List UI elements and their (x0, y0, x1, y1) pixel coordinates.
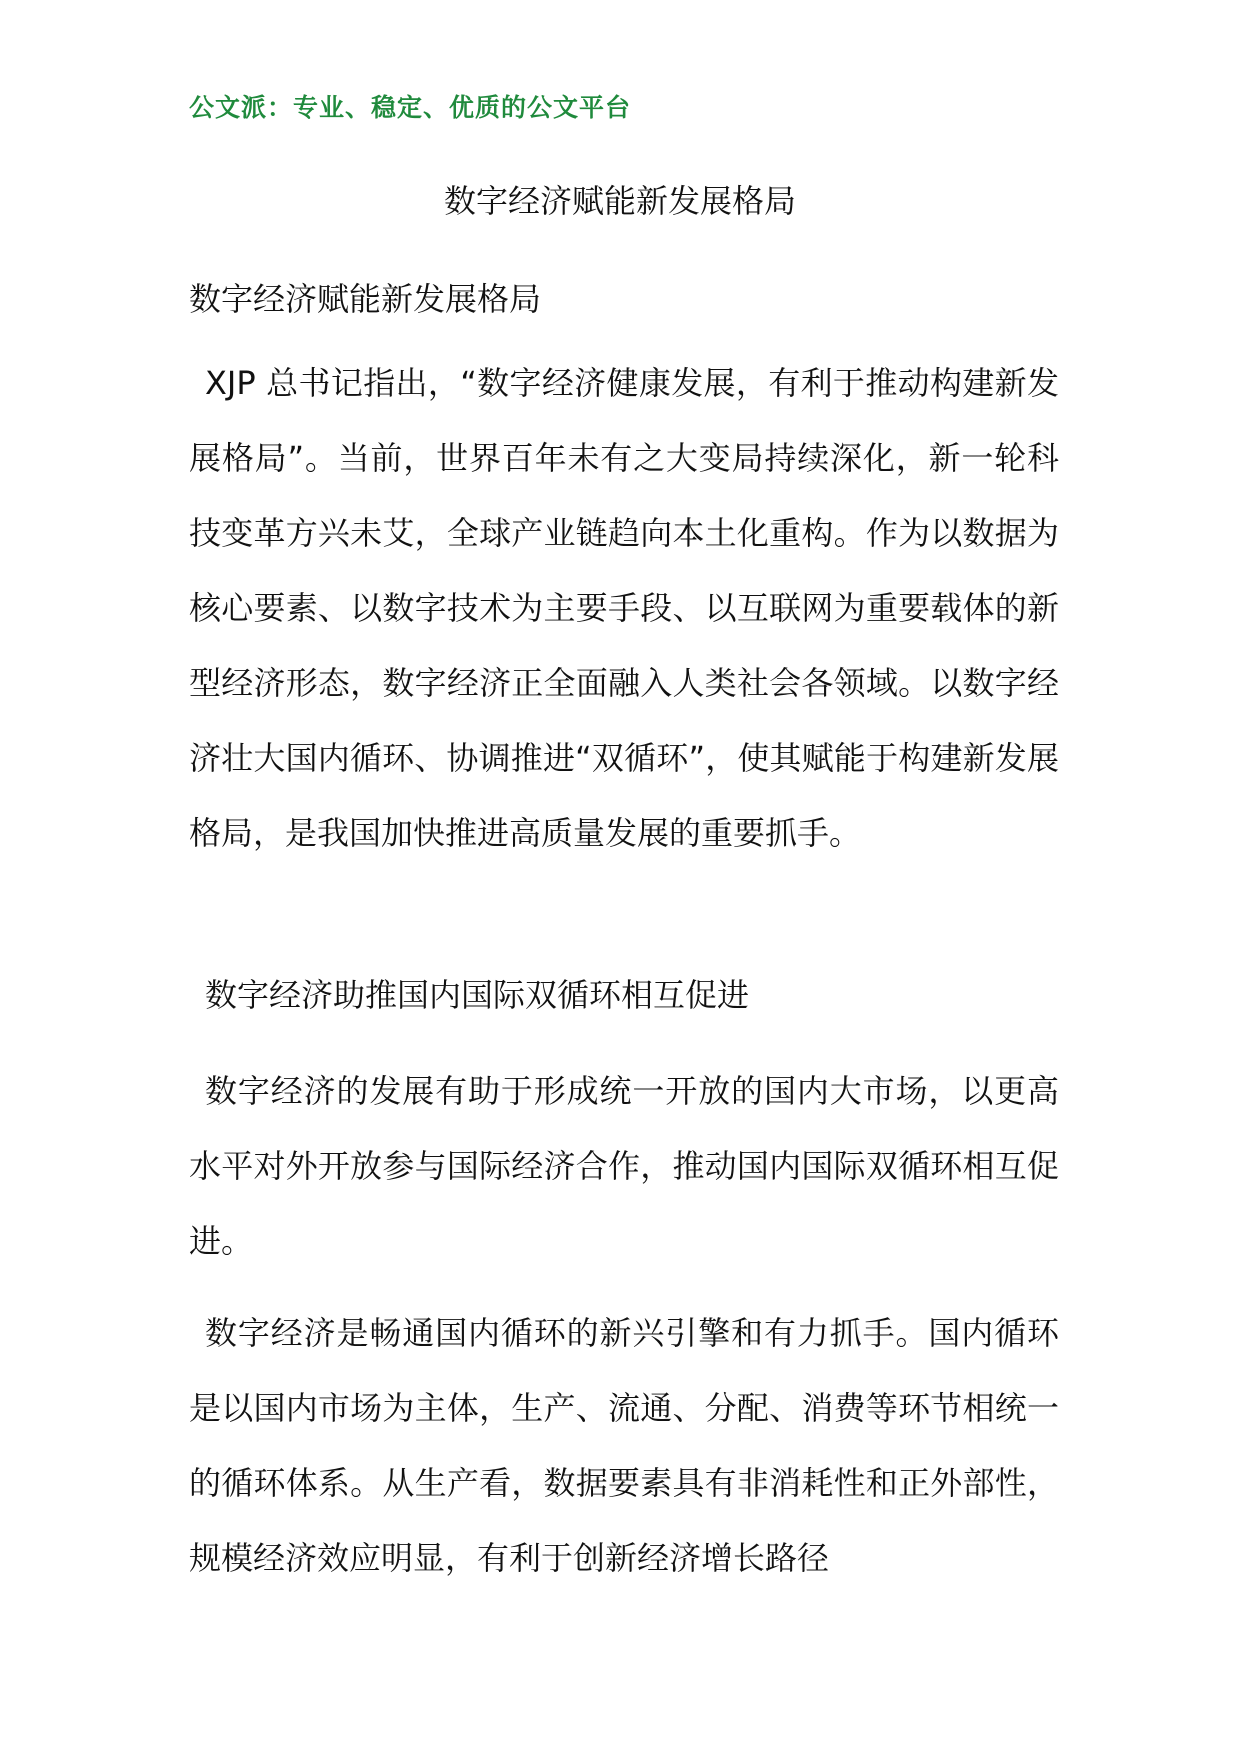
paragraph-1: XJP 总书记指出，“数字经济健康发展，有利于推动构建新发展格局”。当前，世界百年未有之大变局持续深化，新一轮科技变革方兴未艾，全球产业链趋向本土化重构。作为以数据为核心要素、以数字技术为主要手段、以互联网为重要载体的新型经济形态，数字经济正全面融入人类社会各领域。以数字经济壮大国内循环、协调推进“双循环”，使其赋能于构建新发展格局，是我国加快推进高质量发展的重要抓手。 (189, 364, 1059, 852)
document-title: 数字经济赋能新发展格局 (443, 182, 796, 220)
header-note: 公文派：专业、稳定、优质的公文平台 (189, 93, 632, 122)
paragraph-2: 数字经济的发展有助于形成统一开放的国内大市场，以更高水平对外开放参与国际经济合作，推动国内国际双循环相互促进。 (189, 1072, 1059, 1260)
paragraph-3: 数字经济是畅通国内循环的新兴引擎和有力抓手。国内循环是以国内市场为主体，生产、流通、分配、消费等环节相统一的循环体系。从生产看，数据要素具有非消耗性和正外部性，规模经济效应明显，有利于创新经济增长路径 (189, 1314, 1059, 1577)
document-subtitle: 数字经济赋能新发展格局 (189, 280, 542, 318)
section-heading: 数字经济助推国内国际双循环相互促进 (205, 976, 750, 1014)
